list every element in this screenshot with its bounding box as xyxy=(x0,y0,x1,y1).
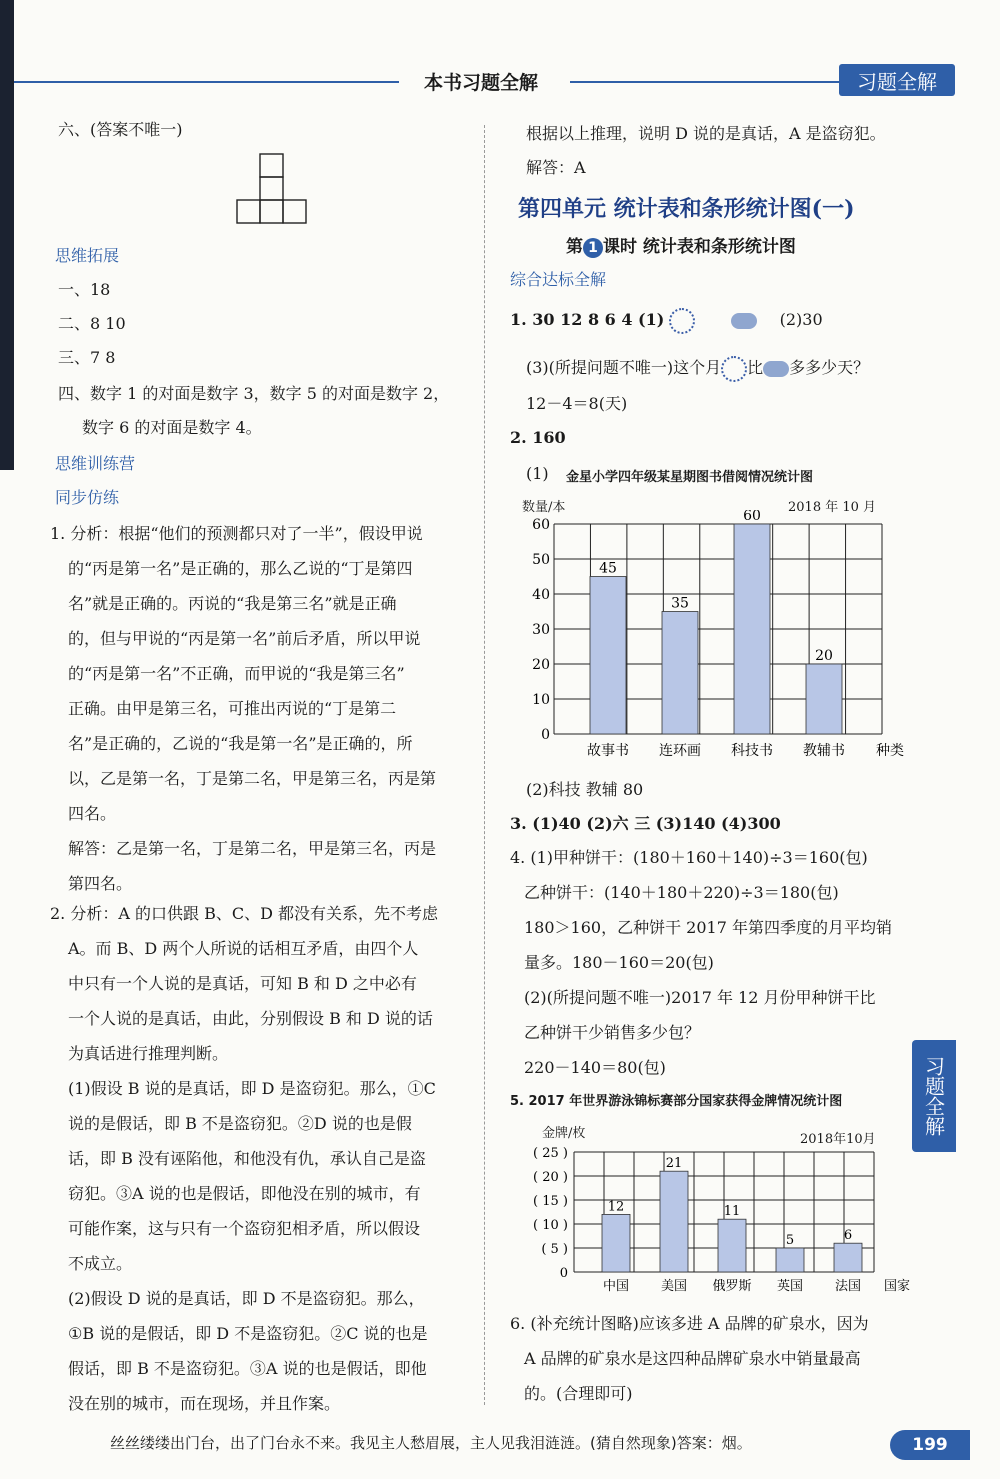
q2-part2: (2)科技 教辅 80 xyxy=(526,780,644,799)
column-divider xyxy=(484,125,486,1405)
text-line: 话，即 B 没有诬陷他，和他没有仇，承认自己是盗 xyxy=(68,1149,426,1168)
text-line: 正确。由甲是第三名，可推出丙说的“丁是第二 xyxy=(68,699,397,718)
section-training-camp: 思维训练营 xyxy=(55,454,136,473)
q5-number: 5. xyxy=(510,1094,524,1109)
chart1-title: 金星小学四年级某星期图书借阅情况统计图 xyxy=(566,470,814,485)
section-thinking-expand: 思维拓展 xyxy=(55,246,120,265)
bar-value-label: 60 xyxy=(743,510,761,524)
q1-question-pre: (3)(所提问题不唯一)这个月 xyxy=(526,358,722,377)
text-line: A。而 B、D 两个人所说的话相互矛盾，由四个人 xyxy=(68,939,419,958)
y-tick-label: 0 xyxy=(559,1266,568,1281)
y-tick-label: ( 5 ) xyxy=(541,1242,568,1257)
section-comprehensive: 综合达标全解 xyxy=(510,270,607,289)
bar xyxy=(776,1248,804,1272)
answer-1: 一、18 xyxy=(58,280,111,299)
text-line: 名”是正确的，乙说的“我是第一名”是正确的，所 xyxy=(68,734,413,753)
text-line: A 品牌的矿泉水是这四种品牌矿泉水中销量最高 xyxy=(524,1349,861,1368)
bar-value-label: 5 xyxy=(785,1233,795,1248)
text-line: 窃犯。③A 说的也是假话，即他没在别的城市，有 xyxy=(68,1184,421,1203)
text-line: 假话，即 B 不是盗窃犯。③A 说的也是假话，即他 xyxy=(68,1359,427,1378)
cube-net-figure xyxy=(234,152,310,228)
bar-value-label: 12 xyxy=(607,1199,625,1215)
q1-line-c xyxy=(526,350,869,385)
text-line: 2. 分析：A 的口供跟 B、C、D 都没有关系，先不考虑 xyxy=(50,904,438,923)
bar-value-label: 20 xyxy=(815,648,833,664)
answer-4b: 数字 6 的对面是数字 4。 xyxy=(82,418,262,437)
text-line: (2)(所提问题不唯一)2017 年 12 月份甲种饼干比 xyxy=(524,988,876,1007)
x-category-label: 美国 xyxy=(660,1279,688,1294)
q1-answer-2: (2)30 xyxy=(779,310,823,329)
y-tick-label: ( 10 ) xyxy=(533,1218,568,1233)
text-line: 180＞160，乙种饼干 2017 年第四季度的月平均销 xyxy=(524,918,892,937)
q2-part1: (1) xyxy=(526,464,549,483)
y-tick-label: ( 20 ) xyxy=(533,1170,568,1185)
text-line: 一个人说的是真话，由此，分别假设 B 和 D 说的话 xyxy=(68,1009,433,1028)
x-category-label: 中国 xyxy=(602,1279,630,1294)
x-category-label: 教辅书 xyxy=(803,743,845,759)
text-line: 乙种饼干：(140＋180＋220)÷3＝180(包) xyxy=(524,883,839,902)
q2-answer: 2. 160 xyxy=(510,428,566,447)
text-line: 的“丙是第一名”是正确的，那么乙说的“丁是第四 xyxy=(68,559,413,578)
y-tick-label: 50 xyxy=(532,552,550,568)
bar-value-label: 6 xyxy=(843,1228,853,1244)
text-line: 以，乙是第一名，丁是第二名，甲是第三名，丙是第 xyxy=(68,769,437,788)
text-line: 1. 分析：根据“他们的预测都只对了一半”，假设甲说 xyxy=(50,524,423,543)
rain-cloud-icon xyxy=(731,313,757,329)
header-rule-right xyxy=(570,81,840,83)
conclusion-line: 根据以上推理，说明 D 说的是真话，A 是盗窃犯。 xyxy=(526,124,886,143)
text-line: 乙种饼干少销售多少包？ xyxy=(524,1023,701,1042)
text-line: 四名。 xyxy=(68,804,117,823)
chart2-ylabel: 金牌/枚 xyxy=(542,1126,586,1141)
x-category-label: 英国 xyxy=(776,1279,804,1294)
y-tick-label: 10 xyxy=(532,692,550,708)
q1-question-mid: 比 xyxy=(747,358,764,377)
rain-cloud-icon xyxy=(763,361,789,377)
text-line: ①B 说的是假话，即 D 不是盗窃犯。②C 说的也是 xyxy=(68,1324,428,1343)
text-line: 的“丙是第一名”不正确，而甲说的“我是第三名” xyxy=(68,664,405,683)
y-tick-label: 60 xyxy=(532,517,550,533)
y-tick-label: 30 xyxy=(532,622,550,638)
x-axis-title: 种类 xyxy=(876,743,904,759)
bar-value-label: 11 xyxy=(723,1204,741,1220)
lesson-title-suffix: 课时 统计表和条形统计图 xyxy=(603,237,796,257)
bar-value-label: 35 xyxy=(671,595,689,612)
text-line: 为真话进行推理判断。 xyxy=(68,1044,229,1063)
text-line: 名”就是正确的。丙说的“我是第三名”就是正确 xyxy=(68,594,397,613)
q6-block xyxy=(510,1306,869,1411)
bar-value-label: 45 xyxy=(599,560,617,577)
text-line: 的。(合理即可) xyxy=(524,1384,633,1403)
q3-answer: 3. (1)40 (2)六 三 (3)140 (4)300 xyxy=(510,814,781,833)
answer-2: 二、8 10 xyxy=(58,314,126,333)
bar xyxy=(806,664,842,734)
text-line: 6. (补充统计图略)应该多进 A 品牌的矿泉水，因为 xyxy=(510,1314,869,1333)
bar xyxy=(662,612,698,735)
section-sync-practice: 同步仿练 xyxy=(55,488,120,507)
text-line: (1)假设 B 说的是真话，即 D 是盗窃犯。那么，①C xyxy=(68,1079,436,1098)
y-tick-label: ( 25 ) xyxy=(533,1146,568,1161)
chart1-ylabel: 数量/本 xyxy=(522,500,566,515)
bar xyxy=(718,1219,746,1272)
page-edge-bar xyxy=(0,0,14,470)
unit-title: 第四单元 统计表和条形统计图(一) xyxy=(518,196,855,222)
sun-icon xyxy=(669,308,695,334)
text-line: 说的是假话，即 B 不是盗窃犯。②D 说的也是假 xyxy=(68,1114,412,1133)
library-loans-chart xyxy=(520,510,920,770)
text-line: 220－140＝80(包) xyxy=(524,1058,666,1077)
x-category-label: 科技书 xyxy=(731,743,773,759)
text-line: 的，但与甲说的“丙是第一名”前后矛盾，所以甲说 xyxy=(68,629,421,648)
bar-value-label: 21 xyxy=(665,1156,683,1172)
answer-line: 解答：A xyxy=(526,158,586,177)
y-tick-label: 0 xyxy=(541,727,550,743)
chart1-date: 2018 年 10 月 xyxy=(788,500,877,515)
chart2-title: 2017 年世界游泳锦标赛部分国家获得金牌情况统计图 xyxy=(528,1094,843,1109)
bar xyxy=(834,1243,862,1272)
lesson-title xyxy=(566,232,796,258)
x-category-label: 法国 xyxy=(834,1279,862,1294)
q1-line-a xyxy=(510,302,823,337)
gold-medals-chart xyxy=(510,1140,920,1300)
text-line: 不成立。 xyxy=(68,1254,133,1273)
lesson-title-prefix: 第 xyxy=(566,237,583,257)
text-line: 可能作案，这与只有一个盗窃犯相矛盾，所以假设 xyxy=(68,1219,421,1238)
text-line: 没在别的城市，而在现场，并且作案。 xyxy=(68,1394,341,1413)
text-line: (2)假设 D 说的是真话，即 D 不是盗窃犯。那么， xyxy=(68,1289,425,1308)
text-line: 4. (1)甲种饼干：(180＋160＋140)÷3＝160(包) xyxy=(510,848,868,867)
x-category-label: 俄罗斯 xyxy=(712,1279,752,1294)
bar xyxy=(590,577,626,735)
header-ribbon: 习题全解 xyxy=(839,64,955,96)
answer-4a: 四、数字 1 的对面是数字 3，数字 5 的对面是数字 2， xyxy=(58,384,450,403)
chart2-date: 2018年10月 xyxy=(800,1132,876,1147)
y-tick-label: 40 xyxy=(532,587,550,603)
q1-question-post: 多多少天？ xyxy=(789,358,870,377)
bar xyxy=(660,1171,688,1272)
text-line: 量多。180－160＝20(包) xyxy=(524,953,714,972)
q4-block xyxy=(510,840,892,1085)
lesson-number-badge: 1 xyxy=(583,238,603,258)
answer-3: 三、7 8 xyxy=(58,348,116,367)
y-tick-label: 20 xyxy=(532,657,550,673)
side-tab: 习题全解 xyxy=(912,1040,956,1152)
bar xyxy=(602,1214,630,1272)
y-tick-label: ( 15 ) xyxy=(533,1194,568,1209)
text-line: 中只有一个人说的是真话，可知 B 和 D 之中必有 xyxy=(68,974,417,993)
problem-1-block xyxy=(50,516,436,901)
answer-six: 六、(答案不唯一) xyxy=(58,120,183,139)
q1-answers: 1. 30 12 8 6 4 (1) xyxy=(510,310,665,329)
x-category-label: 连环画 xyxy=(659,743,701,759)
text-line: 第四名。 xyxy=(68,874,133,893)
x-axis-title: 国家 xyxy=(884,1279,911,1294)
header-rule-left xyxy=(14,81,399,83)
chart2-title-row xyxy=(510,1090,842,1109)
footer-riddle: 丝丝缕缕出门台，出了门台永不来。我见主人愁眉展，主人见我泪涟涟。(猜自然现象)答案：烟。 xyxy=(110,1434,752,1452)
bar xyxy=(734,524,770,734)
text-line: 解答：乙是第一名，丁是第二名，甲是第三名，丙是 xyxy=(68,839,437,858)
sun-icon xyxy=(721,356,747,382)
q1-calc: 12－4＝8(天) xyxy=(526,394,628,413)
x-category-label: 故事书 xyxy=(587,743,629,759)
page-number: 199 xyxy=(890,1430,970,1460)
problem-2-block xyxy=(50,896,438,1421)
header-title: 本书习题全解 xyxy=(424,72,539,94)
